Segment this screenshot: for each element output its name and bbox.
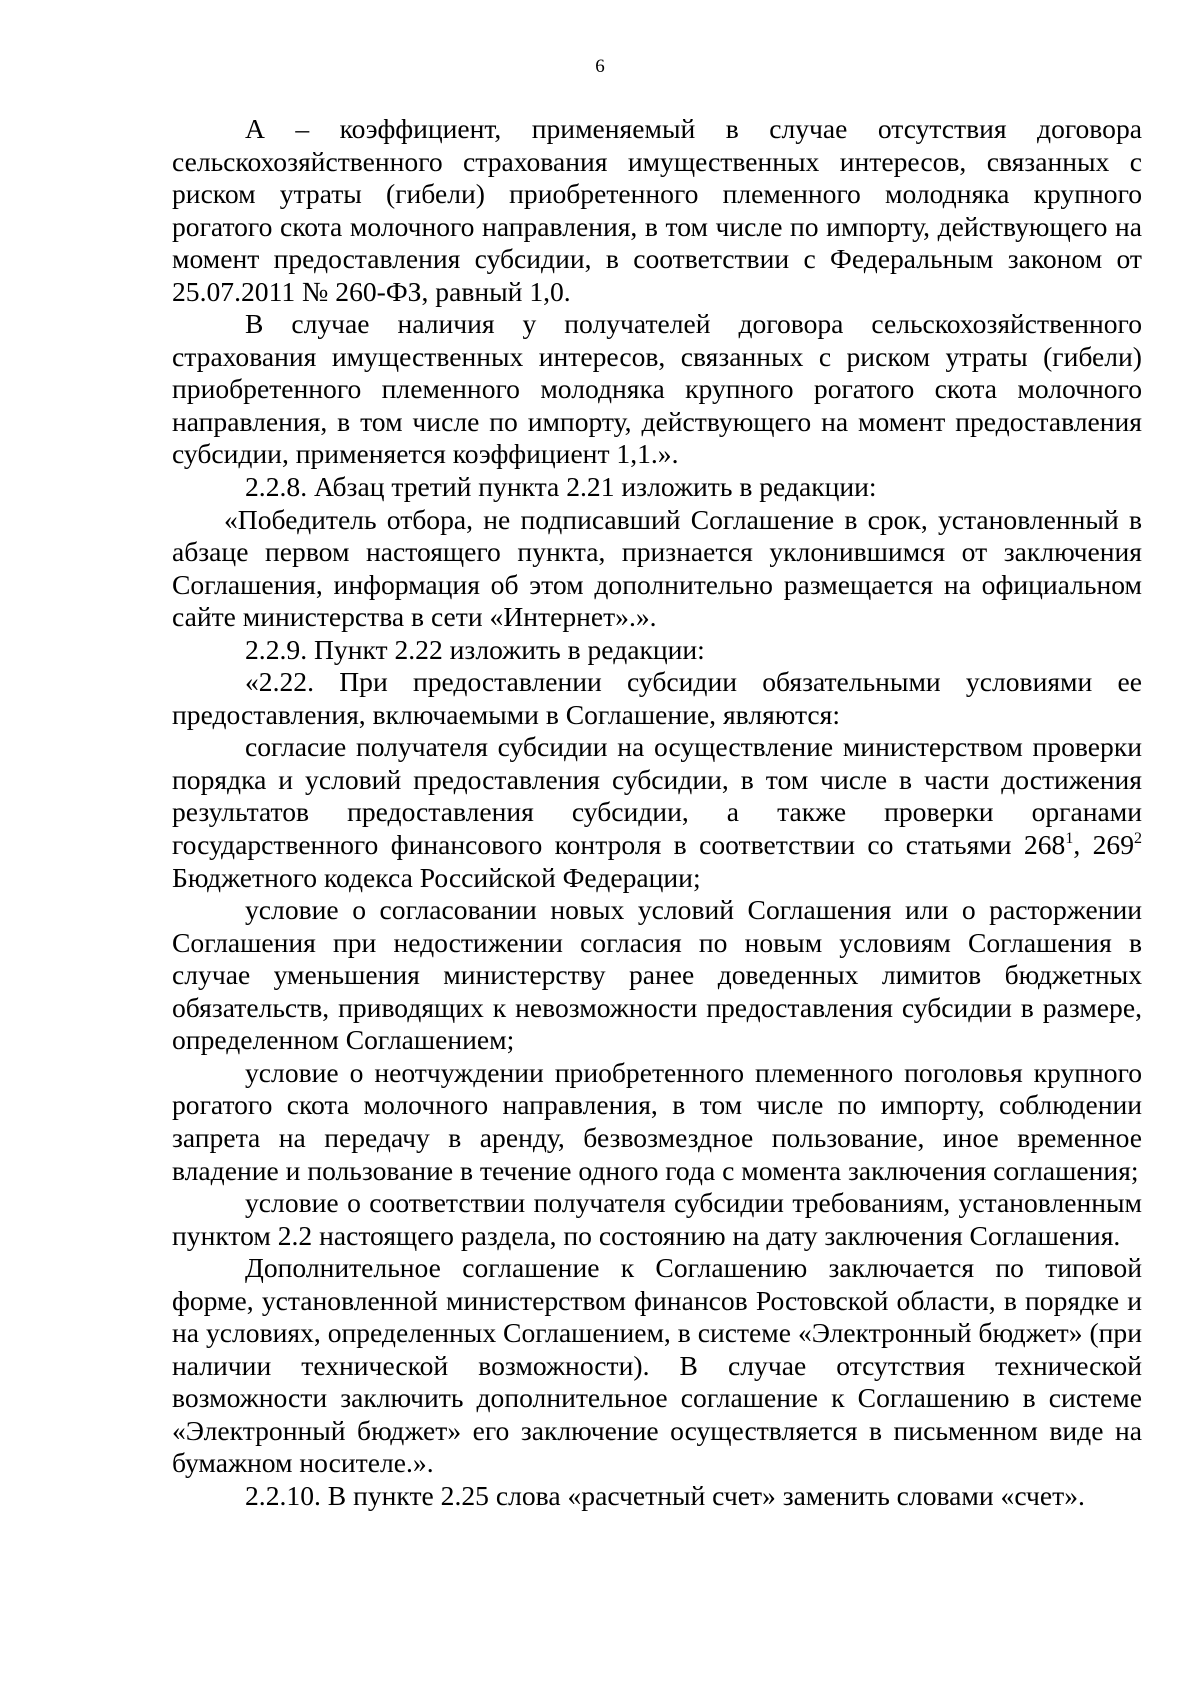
paragraph-compliance-condition: условие о соответствии получателя субсидии требованиям, установленным пунктом 2.2 настоящего раздела, по состоянию на дату заключения Соглашения. [172, 1187, 1142, 1251]
paragraph-coefficient-a: А – коэффициент, применяемый в случае отсутствия договора сельскохозяйственного страхования имущественных интересов, связанных с риском утраты (гибели) приобретенного племенного молодняка крупного рогатого скота молочного направления, в том числе по импорту, действующего на момент предоставления субсидии, в соответствии с Федеральным законом от 25.07.2011 № 260-ФЗ, равный 1,0. [172, 113, 1142, 307]
paragraph-winner-clause: «Победитель отбора, не подписавший Соглашение в срок, установленный в абзаце первом настоящего пункта, признается уклонившимся от заключения Соглашения, информация об этом дополнительно размещается на официальном сайте министерства в сети «Интернет».». [172, 503, 1142, 633]
paragraph-alienation-condition: условие о неотчуждении приобретенного племенного поголовья крупного рогатого скота молочного направления, в том числе по импорту, соблюдении запрета на передачу в аренду, безвозмездное пользование, иное временное владение и пользование в течение одного года с момента заключения соглашения; [172, 1056, 1142, 1186]
document-body [172, 113, 1142, 1513]
page-number: 6 [595, 56, 605, 77]
paragraph-agreement-condition: условие о согласовании новых условий Соглашения или о расторжении Соглашения при недостижении согласия по новым условиям Соглашения в случае уменьшения министерству ранее доведенных лимитов бюджетных обязательств, приводящих к невозможности предоставления субсидии в размере, определенном Соглашением; [172, 894, 1142, 1056]
paragraph-item-2-2-8: 2.2.8. Абзац третий пункта 2.21 изложить в редакции: [245, 471, 877, 503]
superscript-1: 1 [1065, 830, 1074, 848]
paragraph-item-2-22: «2.22. При предоставлении субсидии обязательными условиями ее предоставления, включаемыми в Соглашение, являются: [172, 666, 1142, 730]
paragraph-coefficient-insurance: В случае наличия у получателей договора сельскохозяйственного страхования имущественных интересов, связанных с риском утраты (гибели) приобретенного племенного молодняка крупного рогатого скота молочного направления, в том числе по импорту, действующего на момент предоставления субсидии, применяется коэффициент 1,1.». [172, 308, 1142, 470]
paragraph-additional-agreement: Дополнительное соглашение к Соглашению заключается по типовой форме, установленной министерством финансов Ростовской области, в порядке и на условиях, определенных Соглашением, в системе «Электронный бюджет» (при наличии технической возможности). В случае отсутствия технической возможности заключить дополнительное соглашение к Соглашению в системе «Электронный бюджет» его заключение осуществляется в письменном виде на бумажном носителе.». [172, 1252, 1142, 1479]
paragraph-item-2-2-9: 2.2.9. Пункт 2.22 изложить в редакции: [245, 633, 705, 665]
consent-text-mid: , 269 [1073, 829, 1135, 861]
consent-text: согласие получателя субсидии на осуществление министерством проверки порядка и условий предоставления субсидии, в том числе в части достижения результатов предоставления субсидии, а также проверки органами государственного финансового контроля в соответствии со статьями 268 [172, 731, 1142, 861]
paragraph-item-2-2-10: 2.2.10. В пункте 2.25 слова «расчетный счет» заменить словами «счет». [245, 1479, 1085, 1511]
consent-text-end: Бюджетного кодекса Российской Федерации; [172, 861, 701, 893]
superscript-2: 2 [1134, 830, 1143, 848]
paragraph-consent-condition [172, 731, 1142, 894]
